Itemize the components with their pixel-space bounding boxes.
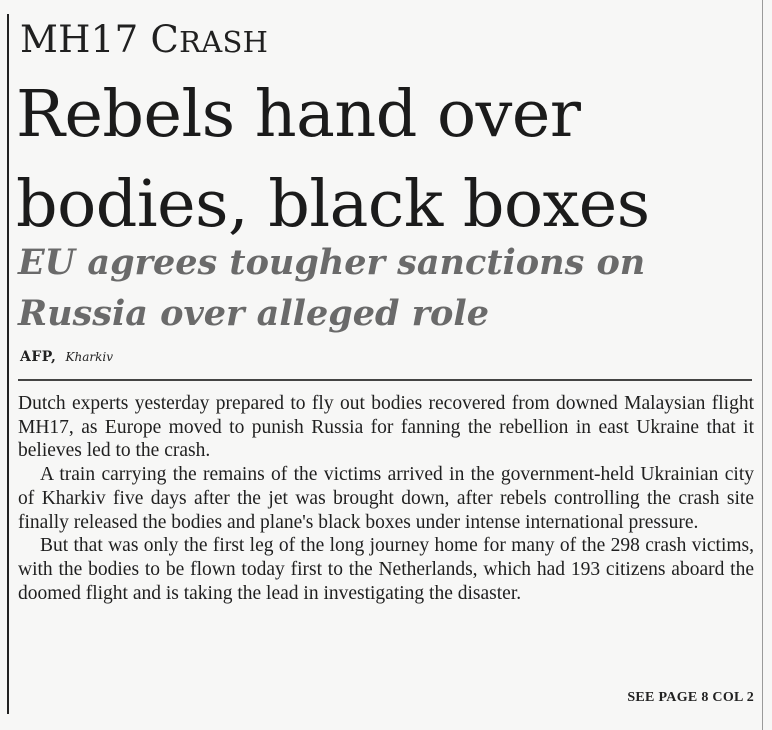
paragraph: But that was only the first leg of the long journey home for many of the 298 crash victims, with the bodies to be flown today first to the Netherlands, which had 193 citizens aboard the doomed flight and is taking the lead in investigating the disaster. — [18, 535, 754, 604]
right-column-rule — [762, 0, 763, 730]
subheadline: EU agrees tougher sanctions on Russia over alleged role — [18, 242, 646, 334]
byline — [20, 346, 113, 365]
byline-city: Kharkiv — [65, 350, 113, 364]
paragraph: A train carrying the remains of the victims arrived in the government-held Ukrainian city of Kharkiv five days after the jet was brought down, after rebels controlling the crash site finally released the bodies and plane's black boxes under intense international pressure. — [18, 464, 754, 533]
headline: Rebels hand over bodies, black boxes — [16, 77, 650, 242]
kicker-prefix: MH17 C — [20, 18, 180, 61]
article-body — [18, 392, 754, 605]
left-column-rule — [7, 14, 9, 714]
byline-divider — [18, 379, 752, 381]
kicker — [20, 14, 268, 68]
continuation-jump: SEE PAGE 8 COL 2 — [627, 690, 754, 705]
kicker-rest: RASH — [179, 25, 269, 59]
paragraph: Dutch experts yesterday prepared to fly out bodies recovered from downed Malaysian flight MH17, as Europe moved to punish Russia for fanning the rebellion in east Ukraine that it believes led to the crash. — [18, 393, 754, 462]
byline-agency: AFP, — [20, 349, 57, 365]
